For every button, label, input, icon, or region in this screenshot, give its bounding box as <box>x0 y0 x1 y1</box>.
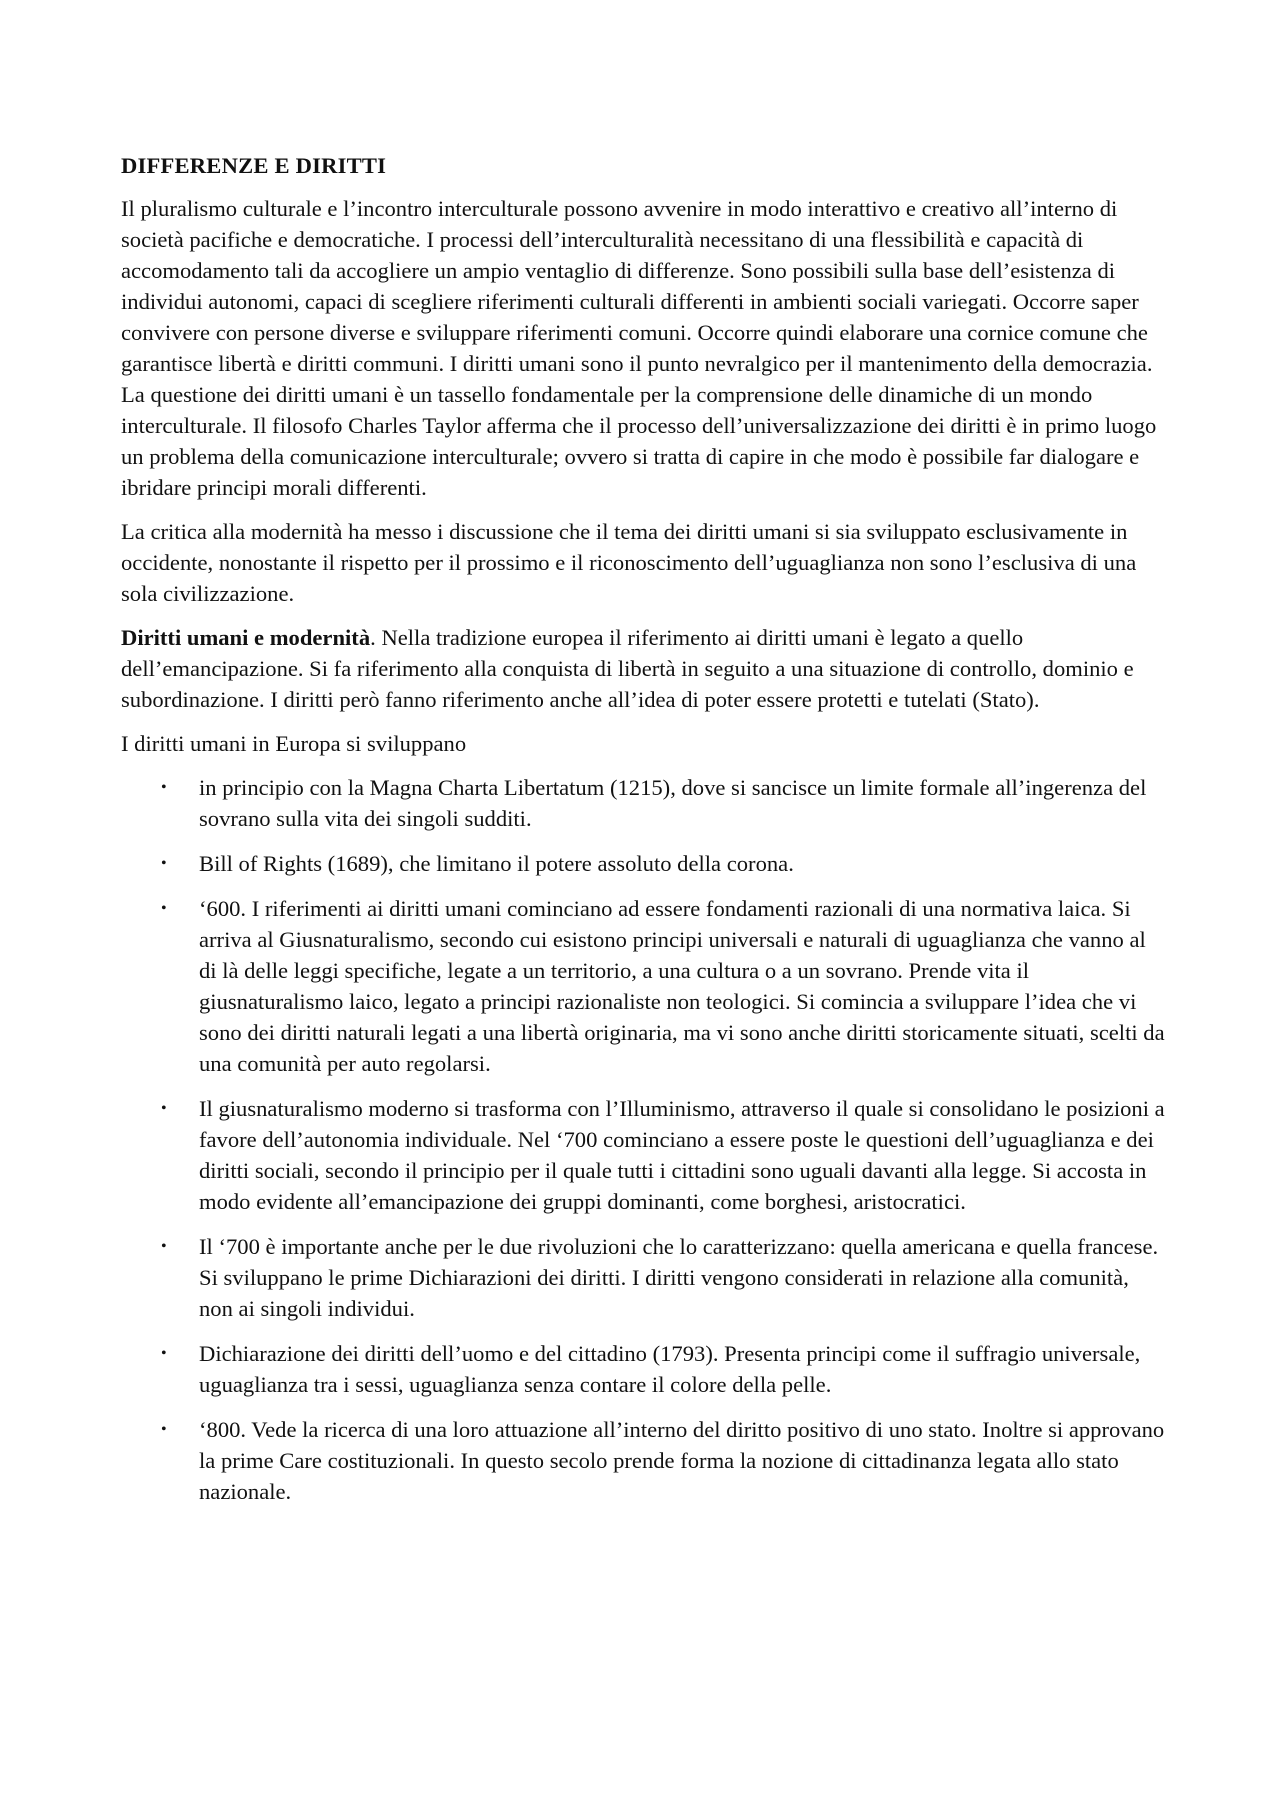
paragraph-critique: La critica alla modernità ha messo i discussione che il tema dei diritti umani si sia sviluppato esclusivamente in occidente, nonostante il rispetto per il prossimo e il riconoscimento dell’uguaglianza non sono l’esclusiva di una sola civilizzazione. <box>121 519 1137 606</box>
bullet-icon: • <box>161 779 167 796</box>
list-item <box>121 893 1168 1079</box>
bullet-icon: • <box>161 855 167 872</box>
section-text: . Nella tradizione europea il riferimento ai diritti umani è legato a quello dell’emancipazione. Si fa riferimento alla conquista di libertà in seguito a una situazione di controllo, dominio e subordinazione. I diritti però fanno riferimento anche all’idea di poter essere protetti e tutelati (Stato). <box>121 625 1134 712</box>
list-item-text: ‘600. I riferimenti ai diritti umani cominciano ad essere fondamenti razionali di una normativa laica. Si arriva al Giusnaturalismo, secondo cui esistono principi universali e naturali di uguaglianza che vanno al di là delle leggi specifiche, legate a un territorio, a una cultura o a un sovrano. Prende vita il giusnaturalismo laico, legato a principi razionaliste non teologici. Si comincia a sviluppare l’idea che vi sono dei diritti naturali legati a una libertà originaria, ma vi sono anche diritti storicamente situati, scelti da una comunità per auto regolarsi. <box>199 896 1165 1076</box>
bullet-icon: • <box>161 900 167 917</box>
list-item-text: Il ‘700 è importante anche per le due rivoluzioni che lo caratterizzano: quella americana e quella francese. Si sviluppano le prime Dichiarazioni dei diritti. I diritti vengono considerati in relazione alla comunità, non ai singoli individui. <box>199 1234 1159 1321</box>
list-item-text: ‘800. Vede la ricerca di una loro attuazione all’interno del diritto positivo di uno stato. Inoltre si approvano la prime Care costituzionali. In questo secolo prende forma la nozione di cittadinanza legata allo stato nazionale. <box>199 1417 1165 1504</box>
bullet-icon: • <box>161 1345 167 1362</box>
list-item <box>121 1414 1168 1507</box>
bullet-icon: • <box>161 1421 167 1438</box>
document-title: DIFFERENZE E DIRITTI <box>121 153 387 178</box>
list-item <box>121 1231 1168 1324</box>
section-heading: Diritti umani e modernità <box>121 625 371 650</box>
list-item <box>121 1093 1168 1217</box>
list-item <box>121 772 1168 834</box>
bullet-icon: • <box>161 1100 167 1117</box>
list-item-text: Dichiarazione dei diritti dell’uomo e del cittadino (1793). Presenta principi come il suffragio universale, uguaglianza tra i sessi, uguaglianza senza contare il colore della pelle. <box>199 1341 1141 1397</box>
list-item <box>121 1338 1168 1400</box>
section-paragraph <box>121 622 1168 715</box>
list-item-text: Bill of Rights (1689), che limitano il potere assoluto della corona. <box>199 851 794 876</box>
paragraph-intro: Il pluralismo culturale e l’incontro interculturale possono avvenire in modo interattivo e creativo all’interno di società pacifiche e democratiche. I processi dell’interculturalità necessitano di una flessibilità e capacità di accomodamento tali da accogliere un ampio ventaglio di differenze. Sono possibili sulla base dell’esistenza di individui autonomi, capaci di scegliere riferimenti culturali differenti in ambienti sociali variegati. Occorre saper convivere con persone diverse e sviluppare riferimenti comuni. Occorre quindi elaborare una cornice comune che garantisce libertà e diritti communi. I diritti umani sono il punto nevralgico per il mantenimento della democrazia. La questione dei diritti umani è un tassello fondamentale per la comprensione delle dinamiche di un mondo interculturale. Il filosofo Charles Taylor afferma che il processo dell’universalizzazione dei diritti è in primo luogo un problema della comunicazione interculturale; ovvero si tratta di capire in che modo è possibile far dialogare e ibridare principi morali differenti. <box>121 196 1157 500</box>
bullet-list <box>121 772 1168 1507</box>
list-item-text: in principio con la Magna Charta Libertatum (1215), dove si sancisce un limite formale all’ingerenza del sovrano sulla vita dei singoli sudditi. <box>199 775 1147 831</box>
list-intro: I diritti umani in Europa si sviluppano <box>121 731 467 756</box>
bullet-icon: • <box>161 1238 167 1255</box>
list-item <box>121 848 1168 879</box>
list-item-text: Il giusnaturalismo moderno si trasforma con l’Illuminismo, attraverso il quale si consolidano le posizioni a favore dell’autonomia individuale. Nel ‘700 cominciano a essere poste le questioni dell’uguaglianza e dei diritti sociali, secondo il principio per il quale tutti i cittadini sono uguali davanti alla legge. Si accosta in modo evidente all’emancipazione dei gruppi dominanti, come borghesi, aristocratici. <box>199 1096 1165 1214</box>
